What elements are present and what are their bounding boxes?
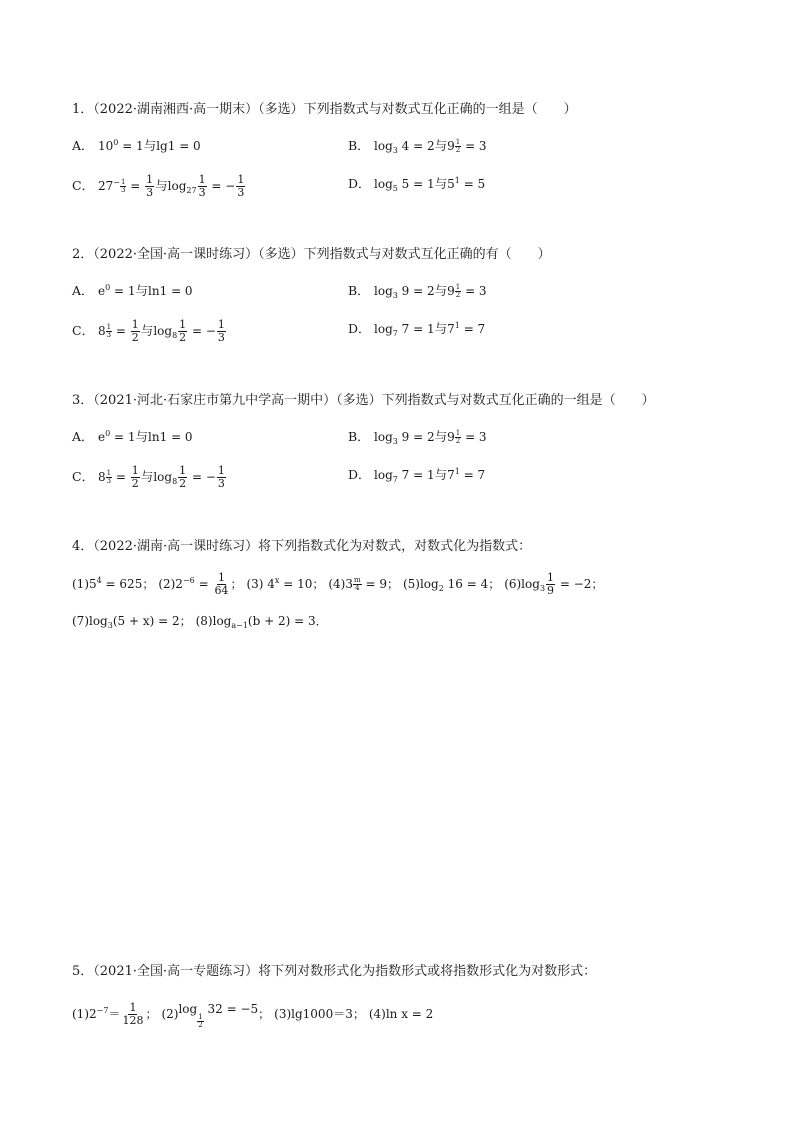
question-1-options-row-1 bbox=[72, 136, 732, 158]
question-3-option-c[interactable]: C． 8 $\frac{1}{3}$ = $\frac{1}{2}$ 与$\log_8$ $\frac{1}{2}$ = − $\frac{1}{3}$ bbox=[72, 464, 225, 490]
question-3-options-row-2 bbox=[72, 464, 732, 490]
question-1-option-d[interactable]: D． $\log_5 5 = 1$与$5^1 = 5$ bbox=[348, 176, 486, 193]
question-1-option-c[interactable]: C． 27− $\frac{1}{3}$ = $\frac{1}{3}$ 与$\log_{27}$ $\frac{1}{3}$ = − $\frac{1}{3}$ bbox=[72, 173, 245, 199]
question-4-items-line-2 bbox=[72, 611, 328, 631]
question-3-option-d[interactable]: D． $\log_7 7 = 1$与$7^1 = 7$ bbox=[348, 467, 486, 484]
question-3-stem: 3．（2021·河北·石家庄市第九中学高一期中）（多选）下列指数式与对数式互化正确的一组是（ ） bbox=[72, 393, 655, 408]
question-3-option-b[interactable]: B． $\log_3 9 = 2$与9 $\frac{1}{2}$ = 3 bbox=[348, 429, 487, 446]
question-2-option-b[interactable]: B． $\log_3 9 = 2$与9 $\frac{1}{2}$ = 3 bbox=[348, 283, 487, 300]
question-5-stem: 5．（2021·全国·高一专题练习）将下列对数形式化为指数形式或将指数形式化为对数形式： bbox=[72, 964, 597, 979]
question-5-item-2: (2)log $\frac{1}{2}$ 32 = −5； bbox=[161, 1002, 271, 1029]
question-1-stem: 1．（2022·湖南湘西·高一期末）（多选）下列指数式与对数式互化正确的一组是（ ） bbox=[72, 102, 577, 117]
question-2-option-a[interactable]: A． $e^0 = 1$与ln1 = 0 bbox=[72, 283, 193, 298]
question-1-option-b[interactable]: B． $\log_3 4 = 2$与9 $\frac{1}{2}$ = 3 bbox=[348, 138, 487, 155]
question-5 bbox=[72, 962, 732, 1029]
question-5-items-line bbox=[72, 999, 433, 1029]
question-4-item-5: $(5)\log_2$ 16 = 4； bbox=[402, 577, 501, 593]
question-4-item-6: $(6)\log_3$ $\frac{1}{9}$ = −2； bbox=[504, 571, 604, 597]
question-2-options-row-2 bbox=[72, 318, 732, 344]
question-4-item-3: (3) $4^x = 10$； bbox=[246, 576, 325, 591]
question-2-option-d[interactable]: D． $\log_7 7 = 1$与$7^1 = 7$ bbox=[348, 321, 486, 338]
question-1-option-a[interactable]: A． $10^0 = 1$与lg1 = 0 bbox=[72, 138, 201, 153]
question-1 bbox=[72, 100, 732, 199]
question-2-options-row-1 bbox=[72, 281, 732, 303]
question-4-stem: 4．（2022·湖南·高一课时练习）将下列指数式化为对数式，对数式化为指数式： bbox=[72, 539, 532, 554]
question-4-item-7: $(7)\log_3(5 + x) = 2$； bbox=[72, 614, 192, 630]
question-4-item-4: (4)3 $\frac{m}{4}$ = 9； bbox=[328, 576, 399, 592]
question-4 bbox=[72, 537, 732, 630]
question-5-item-1: $(1)2^{-7}=$ $\frac{1}{128}$ ； bbox=[72, 1001, 158, 1027]
question-2-option-c[interactable]: C． 8 $\frac{1}{3}$ = $\frac{1}{2}$ 与$\log_8$ $\frac{1}{2}$ = − $\frac{1}{3}$ bbox=[72, 318, 225, 344]
question-4-item-2: $(2)2^{-6}$ = $\frac{1}{64}$ ； bbox=[158, 571, 243, 597]
question-2-stem: 2．（2022·全国·高一课时练习）（多选）下列指数式与对数式互化正确的有（ ） bbox=[72, 247, 551, 262]
question-2 bbox=[72, 245, 732, 344]
question-4-item-8: $(8)\log_{a-1}(b + 2) = 3$． bbox=[195, 614, 328, 630]
question-3 bbox=[72, 391, 732, 490]
question-4-item-1: $(1)5^4 = 625$； bbox=[72, 576, 155, 591]
question-4-items-line-1 bbox=[72, 572, 603, 597]
question-3-option-a[interactable]: A． $e^0 = 1$与ln1 = 0 bbox=[72, 429, 193, 444]
question-5-item-3: (3)lg1000＝3； bbox=[274, 1007, 365, 1021]
question-3-options-row-1 bbox=[72, 427, 732, 449]
question-5-item-4: (4)ln x = 2 bbox=[368, 1007, 434, 1021]
question-1-options-row-2 bbox=[72, 173, 732, 199]
